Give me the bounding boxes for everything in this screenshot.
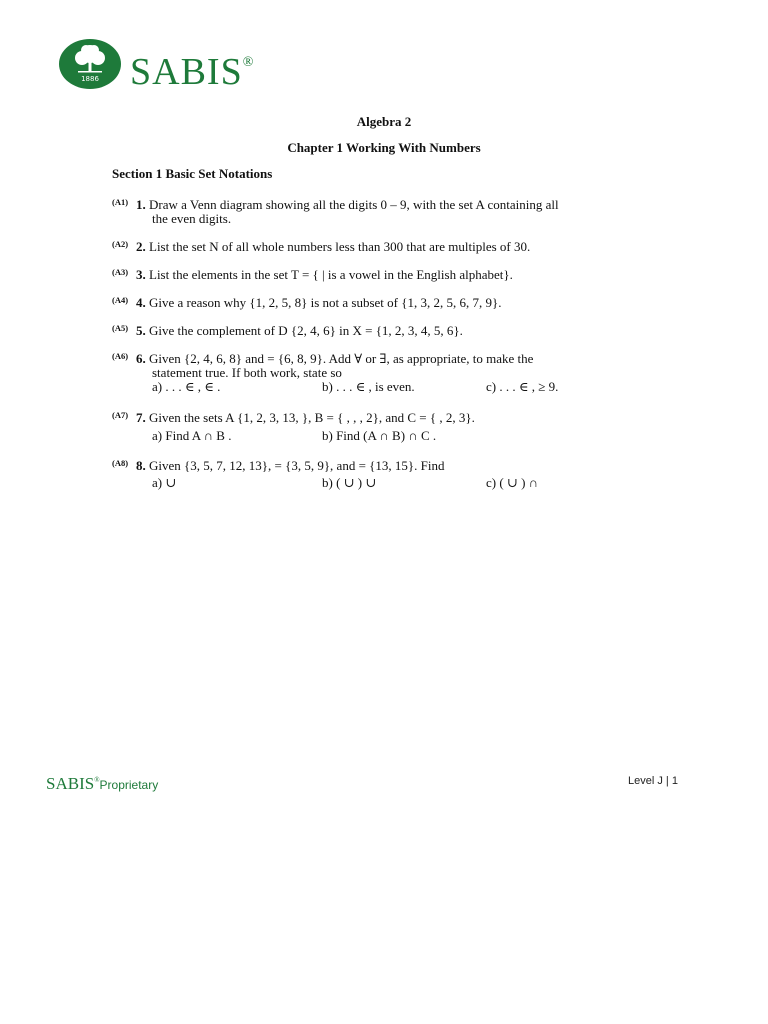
question-8: (A8) 8. Given {3, 5, 7, 12, 13}, = {3, 5, 9}, and = {13, 15}. Find a) ∪ b) ( ∪ ) ∪ c) ( ∪ ) ∩ xyxy=(112,456,672,490)
chapter-title: Chapter 1 Working With Numbers xyxy=(287,140,481,155)
brand-name: SABIS® xyxy=(130,51,255,93)
tree-seal-icon xyxy=(58,38,122,90)
question-4: (A4) 4. Give a reason why {1, 2, 5, 8} is not a subset of {1, 3, 2, 5, 6, 7, 9}. xyxy=(112,295,502,310)
question-7-parts xyxy=(112,429,672,443)
question-2: (A2) 2. List the set N of all whole numbers less than 300 that are multiples of 30. xyxy=(112,239,531,254)
footer-brand: SABIS®Proprietary xyxy=(46,774,159,793)
part-b: b) Find (A ∩ B) ∩ C . xyxy=(322,428,437,443)
svg-text:1886: 1886 xyxy=(81,75,99,83)
section-title: Section 1 Basic Set Notations xyxy=(112,166,273,181)
part-b: b) . . . ∈ , is even. xyxy=(322,379,415,394)
question-6-parts xyxy=(112,380,672,394)
part-a: a) Find A ∩ B . xyxy=(152,428,232,443)
part-a: a) . . . ∈ , ∈ . xyxy=(152,379,221,394)
question-8-parts xyxy=(112,476,672,490)
sabis-logo xyxy=(58,38,288,93)
question-7: (A7) 7. Given the sets A {1, 2, 3, 13, }, B = { , , , 2}, and C = { , 2, 3}. a) Find A ∩ B . b) Find (A ∩ B) ∩ C . xyxy=(112,408,672,443)
course-title: Algebra 2 xyxy=(356,114,412,129)
page-number: Level J | 1 xyxy=(628,775,678,787)
part-a: a) ∪ xyxy=(152,475,177,490)
question-6: (A6) 6. Given {2, 4, 6, 8} and = {6, 8, 9}. Add ∀ or ∃, as appropriate, to make the statement true. If both work, state so a) . . . ∈ , ∈ . b) . . . ∈ , is even. c) . . . ∈ , ≥ 9. xyxy=(112,349,672,394)
part-c: c) ( ∪ ) ∩ xyxy=(486,475,539,490)
question-3: (A3) 3. List the elements in the set T = { | is a vowel in the English alphabet}. xyxy=(112,267,513,282)
question-5: (A5) 5. Give the complement of D {2, 4, 6} in X = {1, 2, 3, 4, 5, 6}. xyxy=(112,323,463,338)
question-1: (A1) 1. Draw a Venn diagram showing all the digits 0 – 9, with the set A containing all the even digits. xyxy=(112,197,559,226)
part-b: b) ( ∪ ) ∪ xyxy=(322,475,377,490)
part-c: c) . . . ∈ , ≥ 9. xyxy=(486,379,559,394)
